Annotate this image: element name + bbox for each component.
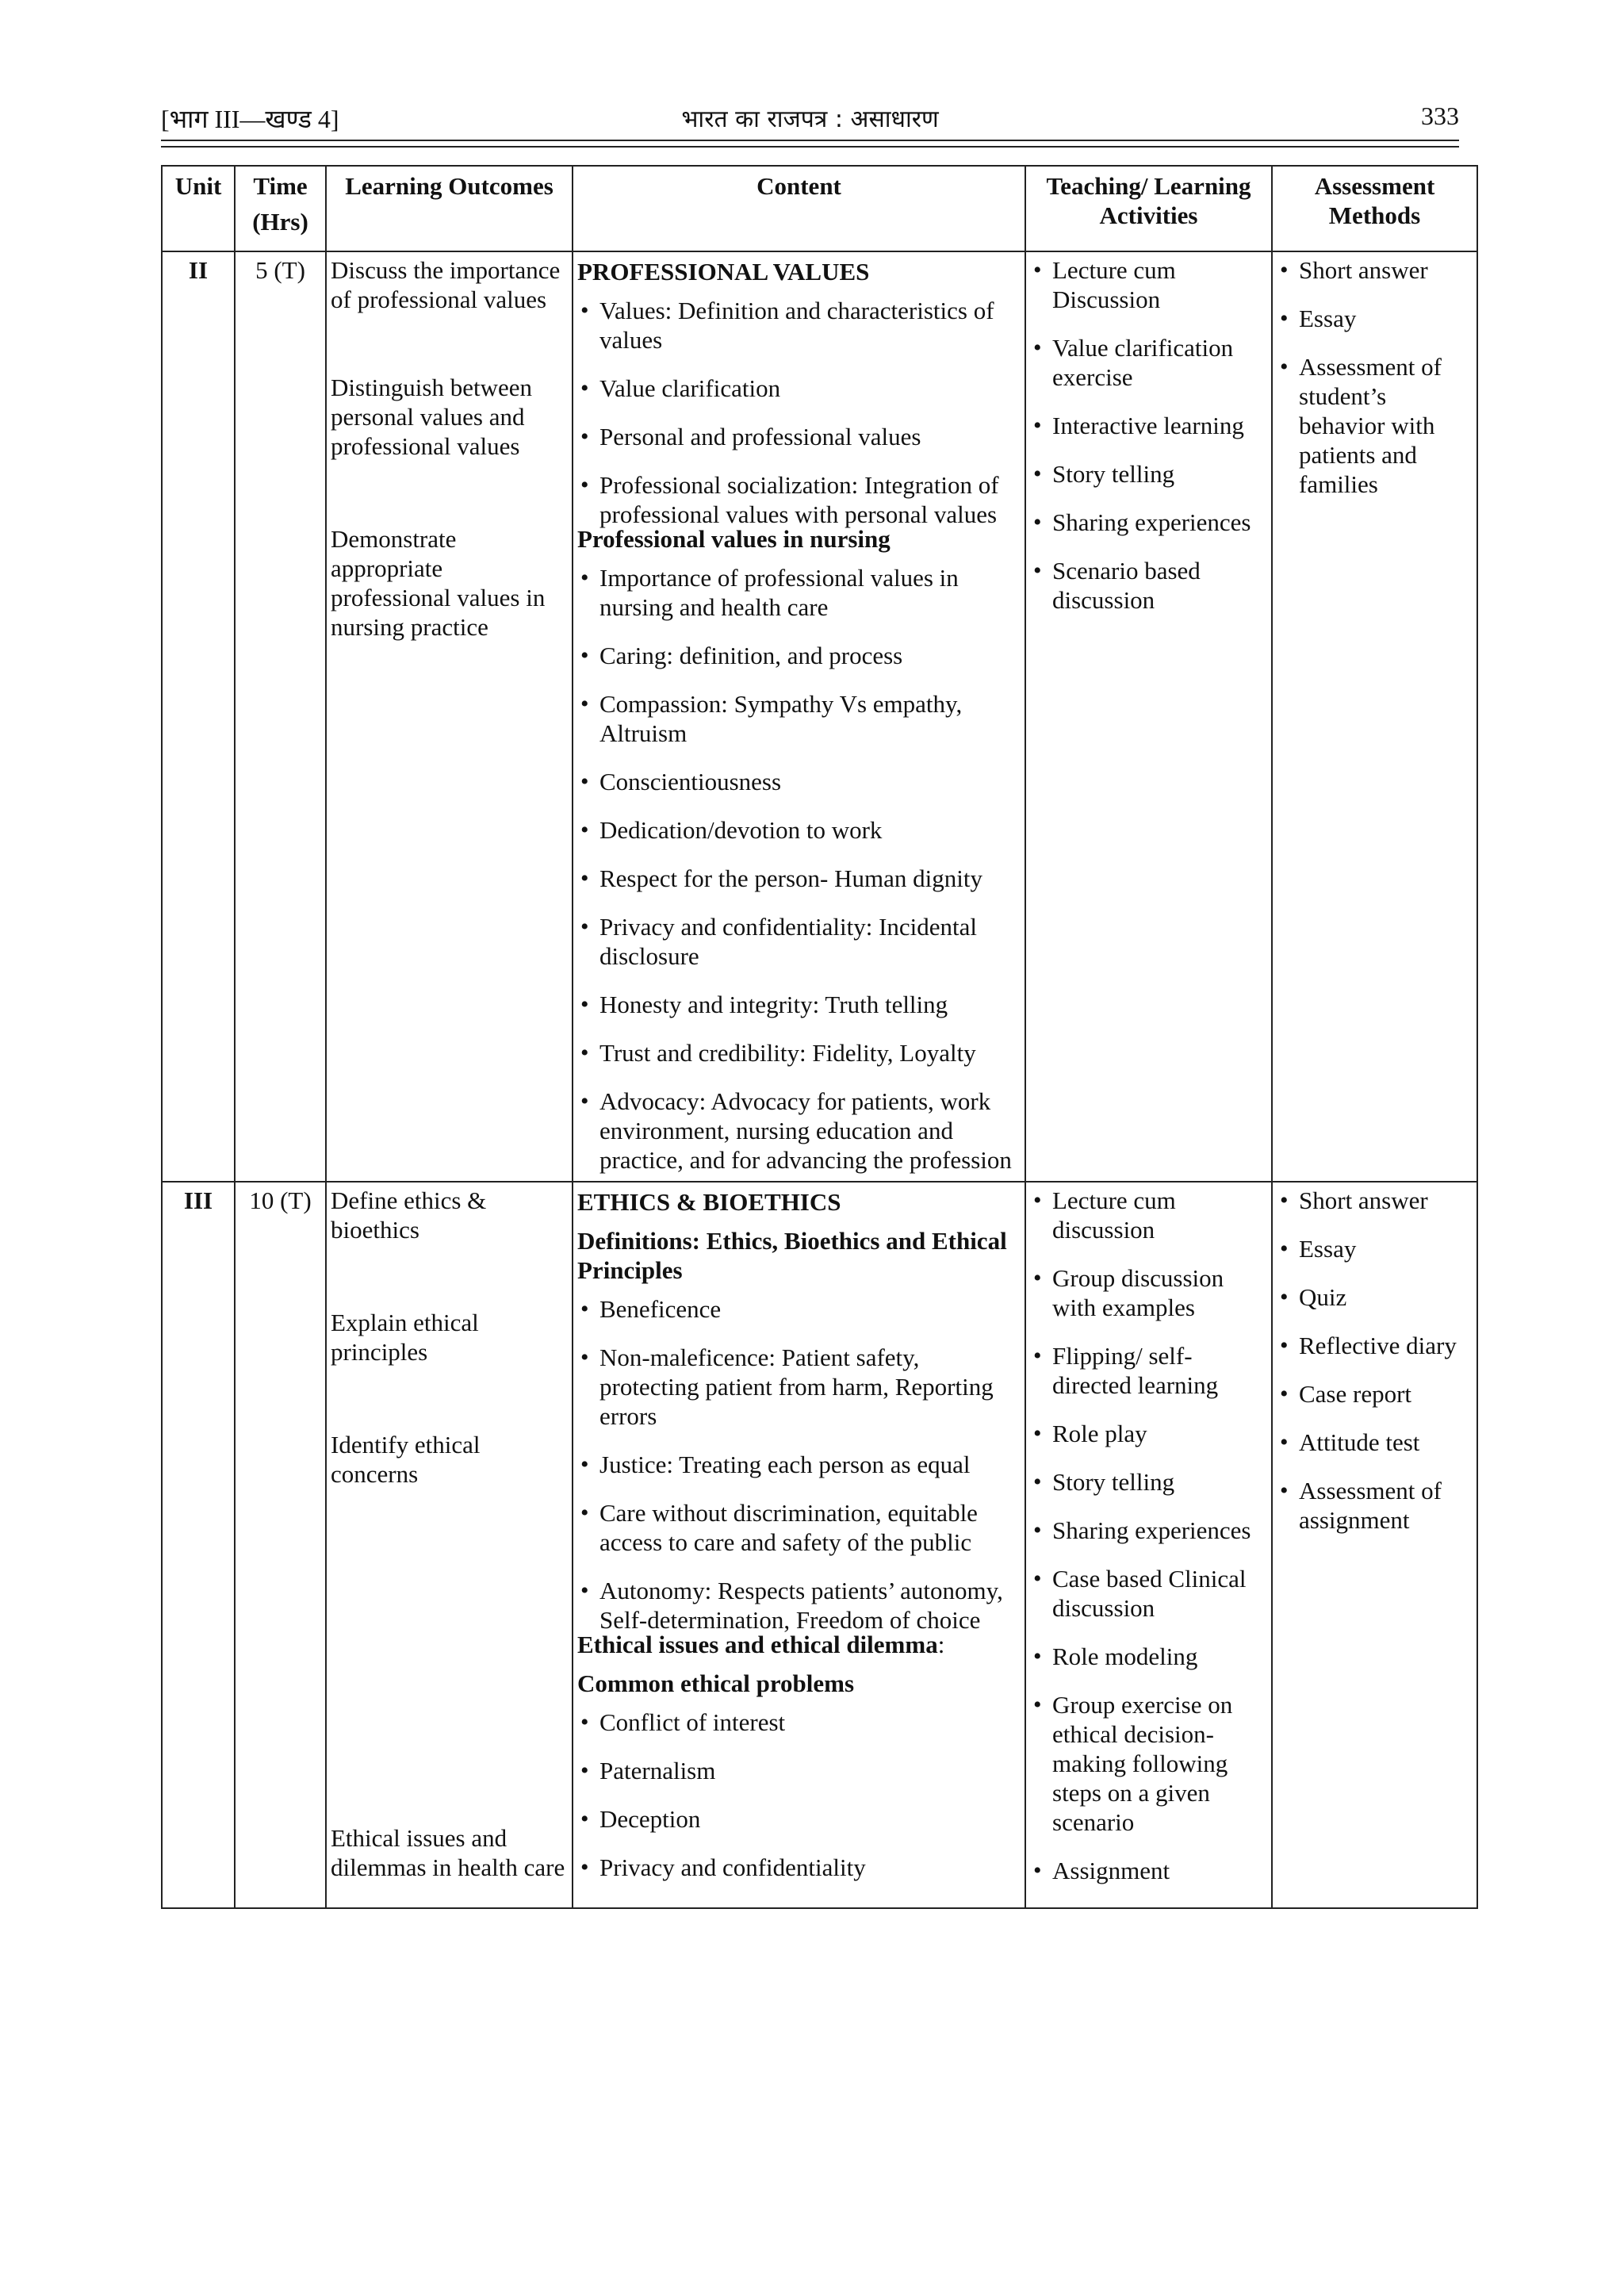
list-item: • Sharing experiences	[1030, 508, 1267, 537]
outcomes-cell	[326, 251, 573, 1182]
col-header-assessment	[1272, 166, 1477, 251]
list-item: • Lecture cum Discussion	[1030, 255, 1267, 314]
learning-outcome: Distinguish between personal values and professional values	[331, 374, 532, 460]
col-header-activities-line2: Activities	[1099, 201, 1198, 229]
learning-outcome: Demonstrate appropriate professional values in nursing practice	[331, 525, 546, 641]
learning-outcome: Identify ethical concerns	[331, 1431, 481, 1488]
activities-cell	[1025, 1182, 1272, 1908]
list-item: • Essay	[1277, 304, 1473, 333]
table-row-unit-3	[162, 1182, 1477, 1908]
assessment-cell	[1272, 251, 1477, 1182]
col-header-assessment-line1: Assessment	[1314, 172, 1435, 200]
list-item: • Group exercise on ethical decision-making following steps on a given scenario	[1030, 1690, 1267, 1837]
list-item: • Value clarification	[577, 374, 1021, 403]
list-item: • Privacy and confidentiality	[577, 1853, 1021, 1882]
content-subheading: Common ethical problems	[577, 1669, 855, 1697]
list-item: • Compassion: Sympathy Vs empathy, Altruism	[577, 689, 1021, 748]
list-item: • Values: Definition and characteristics of values	[577, 296, 1021, 355]
learning-outcome: Define ethics & bioethics	[331, 1186, 487, 1244]
list-item: • Honesty and integrity: Truth telling	[577, 990, 1021, 1019]
list-item: • Dedication/devotion to work	[577, 815, 1021, 845]
syllabus-table	[161, 165, 1478, 1909]
list-item: • Autonomy: Respects patients’ autonomy, Self-determination, Freedom of choice	[577, 1576, 1021, 1635]
header-rule-top	[161, 140, 1459, 141]
list-item: • Beneficence	[577, 1294, 1021, 1324]
table-header-row	[162, 166, 1477, 251]
unit-cell: II	[162, 251, 235, 1182]
content-list	[577, 1708, 1021, 1882]
list-item: • Privacy and confidentiality: Incidental disclosure	[577, 912, 1021, 971]
learning-outcome: Discuss the importance of professional values	[331, 256, 561, 313]
list-item: • Story telling	[1030, 1467, 1267, 1497]
col-header-time	[235, 166, 326, 251]
gazette-title: भारत का राजपत्र : असाधारण	[681, 105, 939, 133]
list-item: • Justice: Treating each person as equal	[577, 1450, 1021, 1479]
list-item: • Assignment	[1030, 1856, 1267, 1885]
content-heading: ETHICS & BIOETHICS	[577, 1188, 841, 1216]
activities-list	[1030, 255, 1267, 615]
col-header-time-line2: (Hrs)	[252, 208, 308, 236]
list-item: • Interactive learning	[1030, 411, 1267, 440]
learning-outcome: Ethical issues and dilemmas in health care	[331, 1824, 565, 1881]
content-cell	[573, 1182, 1025, 1908]
assessment-cell	[1272, 1182, 1477, 1908]
list-item: • Importance of professional values in nursing and health care	[577, 563, 1021, 622]
col-header-assessment-line2: Methods	[1328, 201, 1421, 229]
list-item: • Short answer	[1277, 255, 1473, 285]
list-item: • Scenario based discussion	[1030, 556, 1267, 615]
list-item: • Conflict of interest	[577, 1708, 1021, 1737]
list-item: • Sharing experiences	[1030, 1516, 1267, 1545]
content-subheading: Professional values in nursing	[577, 525, 891, 553]
list-item: • Value clarification exercise	[1030, 333, 1267, 392]
list-item: • Quiz	[1277, 1282, 1473, 1312]
list-item: • Short answer	[1277, 1186, 1473, 1215]
header-rule-bottom	[161, 146, 1459, 148]
col-header-outcomes: Learning Outcomes	[326, 166, 573, 251]
list-item: • Story telling	[1030, 459, 1267, 489]
outcomes-cell	[326, 1182, 573, 1908]
list-item: • Trust and credibility: Fidelity, Loyalty	[577, 1038, 1021, 1068]
content-list	[577, 1294, 1021, 1635]
col-header-time-line1: Time	[253, 172, 308, 200]
list-item: • Non-maleficence: Patient safety, protecting patient from harm, Reporting errors	[577, 1343, 1021, 1431]
list-item: • Role play	[1030, 1419, 1267, 1448]
content-subheading-colon: :	[937, 1631, 945, 1658]
list-item: • Essay	[1277, 1234, 1473, 1263]
list-item: • Case based Clinical discussion	[1030, 1564, 1267, 1623]
list-item: • Group discussion with examples	[1030, 1263, 1267, 1322]
list-item: • Care without discrimination, equitable access to care and safety of the public	[577, 1498, 1021, 1557]
list-item: • Lecture cum discussion	[1030, 1186, 1267, 1244]
assessment-list	[1277, 255, 1473, 499]
learning-outcome: Explain ethical principles	[331, 1309, 479, 1366]
list-item: • Reflective diary	[1277, 1331, 1473, 1360]
page-number: 333	[1421, 102, 1459, 130]
list-item: • Conscientiousness	[577, 767, 1021, 796]
list-item: • Assessment of assignment	[1277, 1476, 1473, 1535]
page-header	[161, 102, 1459, 140]
unit-cell: III	[162, 1182, 235, 1908]
list-item: • Respect for the person- Human dignity	[577, 864, 1021, 893]
content-subheading: Definitions: Ethics, Bioethics and Ethical Principles	[577, 1227, 1007, 1284]
table-row-unit-2	[162, 251, 1477, 1182]
list-item: • Deception	[577, 1804, 1021, 1834]
list-item: • Paternalism	[577, 1756, 1021, 1785]
col-header-activities-line1: Teaching/ Learning	[1046, 172, 1251, 200]
list-item: • Attitude test	[1277, 1428, 1473, 1457]
gazette-section: [भाग III—खण्ड 4]	[161, 105, 339, 133]
content-list	[577, 563, 1021, 1175]
content-list	[577, 296, 1021, 529]
col-header-content: Content	[573, 166, 1025, 251]
time-cell: 10 (T)	[235, 1182, 326, 1908]
list-item: • Role modeling	[1030, 1642, 1267, 1671]
col-header-activities	[1025, 166, 1272, 251]
list-item: • Advocacy: Advocacy for patients, work environment, nursing education and practice, and for advancing the profession	[577, 1087, 1021, 1175]
content-cell	[573, 251, 1025, 1182]
list-item: • Personal and professional values	[577, 422, 1021, 451]
list-item: • Assessment of student’s behavior with patients and families	[1277, 352, 1473, 499]
list-item: • Caring: definition, and process	[577, 641, 1021, 670]
list-item: • Flipping/ self-directed learning	[1030, 1341, 1267, 1400]
time-cell: 5 (T)	[235, 251, 326, 1182]
assessment-list	[1277, 1186, 1473, 1535]
activities-list	[1030, 1186, 1267, 1885]
list-item: • Case report	[1277, 1379, 1473, 1409]
content-heading: PROFESSIONAL VALUES	[577, 258, 870, 286]
content-subheading-text: Ethical issues and ethical dilemma	[577, 1631, 938, 1658]
col-header-unit: Unit	[162, 166, 235, 251]
list-item: • Professional socialization: Integration of professional values with personal values	[577, 470, 1021, 529]
activities-cell	[1025, 251, 1272, 1182]
